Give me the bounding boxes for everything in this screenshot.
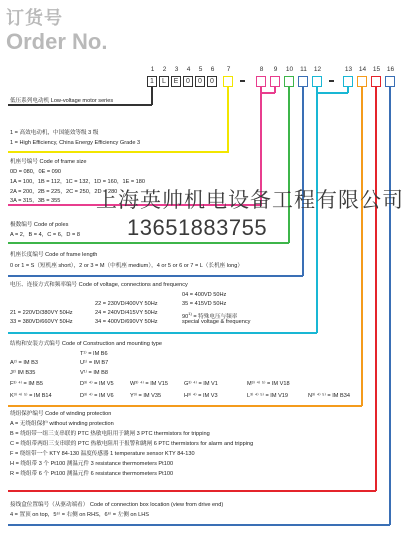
code-box-poles — [284, 76, 294, 87]
frame-line: 2A = 200，2B = 225，2C = 250，2D = 280 — [10, 189, 118, 195]
construction-code: W³⁾ ⁴⁾ = IM V15 — [130, 381, 168, 387]
code-box-efficiency — [223, 76, 233, 87]
code-box: 1 — [147, 76, 157, 87]
code-box-length — [298, 76, 308, 87]
construction-code: J²⁾ IM B35 — [10, 370, 36, 376]
connector-protection — [8, 490, 376, 492]
connector-voltage — [316, 92, 348, 94]
construction-code: D³⁾ ⁴⁾ = IM V5 — [80, 381, 114, 387]
construction-code: G³⁾ ⁴⁾ = IM V1 — [184, 381, 218, 387]
voltage-code: 34 = 400VD/690VY 50Hz — [95, 319, 158, 325]
voltage-code: 35 = 415VD 50Hz — [182, 301, 227, 307]
code-box-voltage — [312, 76, 322, 87]
poles-line: A = 2，B = 4，C = 6，D = 8 — [10, 232, 80, 238]
efficiency-line-en: 1 = High Efficiency, China Energy Efficiency Grade 3 — [10, 140, 141, 146]
watermark-phone: 13651883755 — [127, 215, 268, 240]
connector-efficiency — [8, 151, 229, 153]
frame-line: 1A = 100，1B = 112，1C = 132，1D = 160，1E = 180 — [10, 179, 146, 185]
voltage-code: 04 = 400VD 50Hz — [182, 292, 227, 298]
protection-line: C = 绕组带两组三支串联的 PTC 热敏电阻用于报警和跳闸 6 PTC thermistors for alarm and tripping — [10, 441, 254, 447]
position-number: 11 — [300, 66, 307, 73]
protection-line: H = 绕组带 3 个 Pt100 测温元件 3 resistance thermometers Pt100 — [10, 461, 174, 467]
poles-heading: 极数编号 Code of poles — [10, 222, 69, 228]
connector-length — [8, 275, 303, 277]
connection-line: 4 = 置顶 on top，5⁶⁾ = 右侧 on RHS，6⁶⁾ = 左侧 on LHS — [10, 512, 150, 518]
construction-code: D³⁾ ⁴⁾ = IM V6 — [80, 393, 114, 399]
protection-heading: 绕组保护编号 Code of winding protection — [10, 411, 112, 417]
voltage-heading: 电压、连接方式和频率编号 Code of voltage, connections and frequency — [10, 282, 188, 288]
connector-construction — [361, 87, 363, 406]
code-box: 0 — [195, 76, 205, 87]
construction-code: M³⁾ ⁴⁾ ⁵⁾ = IM V18 — [247, 381, 290, 387]
position-number: 1 — [150, 66, 155, 73]
position-number: 14 — [358, 66, 367, 73]
code-box: 0 — [207, 76, 217, 87]
voltage-special-footnote: 1) — [188, 311, 192, 316]
position-number: 15 — [372, 66, 381, 73]
position-number: 16 — [386, 66, 395, 73]
voltage-code: special voltage & frequency — [182, 319, 251, 325]
connector-series — [151, 87, 153, 105]
separator-dash — [329, 80, 334, 82]
connector-connection — [389, 87, 391, 525]
construction-code: Y³⁾ = IM V35 — [130, 393, 162, 399]
position-number: 5 — [198, 66, 203, 73]
watermark-company: 上海英帅机电设备工程有限公司 — [96, 189, 404, 212]
page-title-en: Order No. — [6, 29, 108, 54]
position-number: 4 — [186, 66, 191, 73]
frame-heading: 机座号编号 Code of frame size — [10, 159, 87, 165]
construction-code: L³⁾ ⁴⁾ ⁵⁾ = IM V19 — [247, 393, 289, 399]
connector-efficiency — [227, 87, 229, 152]
voltage-code: 22 = 230VD/400VY 50Hz — [95, 301, 158, 307]
separator-dash — [240, 80, 245, 82]
construction-heading: 结构和安装方式编号 Code of Construction and mounting type — [10, 341, 163, 347]
position-number: 2 — [162, 66, 167, 73]
voltage-code: 33 = 380VD/660VY 50Hz — [10, 319, 73, 325]
code-box-connection — [385, 76, 395, 87]
voltage-special-text: = 特殊电压与频率 — [191, 313, 238, 320]
frame-line: 0D = 080，0E = 090 — [10, 169, 62, 175]
code-box-frame — [270, 76, 280, 87]
position-number: 6 — [210, 66, 215, 73]
length-heading: 机座长度编号 Code of frame length — [10, 252, 98, 258]
position-number: 7 — [226, 66, 231, 73]
efficiency-line-cn: 1 = 高效电动机，中国能效等级 3 级 — [10, 130, 99, 136]
position-number: 12 — [313, 66, 322, 73]
construction-code: K³⁾ ⁴⁾ ⁵⁾ = IM B14 — [10, 393, 52, 399]
connector-length — [302, 87, 304, 276]
connector-voltage — [8, 332, 317, 334]
page-title-cn: 订货号 — [6, 8, 63, 28]
protection-line: B = 绕组带一组三支串联的 PTC 热敏电阻用于跳闸 3 PTC thermistors for tripping — [10, 431, 210, 437]
voltage-code: 21 = 220VD/380VY 50Hz — [10, 310, 73, 316]
code-box-protection — [371, 76, 381, 87]
voltage-code: 24 = 240VD/415VY 50Hz — [95, 310, 158, 316]
protection-line: A = 无绕组保护 without winding protection — [10, 421, 114, 427]
position-number: 13 — [344, 66, 353, 73]
construction-code: F³⁾ ⁴⁾ = IM B5 — [10, 381, 43, 387]
connector-poles — [8, 242, 289, 244]
frame-line: 3A = 315，3B = 355 — [10, 198, 61, 204]
construction-code: A²⁾ = IM B3 — [10, 360, 38, 366]
construction-code: H³⁾ ⁴⁾ = IM V3 — [184, 393, 218, 399]
length-line: 0 or 1 = S（短机座 short），2 or 3 = M（中机座 medium），4 or 5 or 6 or 7 = L（长机座 long） — [10, 263, 243, 269]
code-box-voltage — [343, 76, 353, 87]
code-box-frame — [256, 76, 266, 87]
protection-line: F = 绕组带一个 KTY 84-130 温度传感器 1 temperature sensor KTY 84-130 — [10, 451, 195, 457]
code-box-construction — [357, 76, 367, 87]
voltage-special-code: 90 — [182, 313, 189, 320]
position-number: 8 — [259, 66, 264, 73]
code-box: 0 — [183, 76, 193, 87]
connection-heading: 接线盒位置编号（从驱动端看） Code of connection box location (view from drive end) — [10, 502, 224, 508]
connector-frame — [260, 92, 275, 94]
construction-code: N³⁾ ⁴⁾ ⁵⁾ = IM B34 — [308, 393, 350, 399]
construction-code: V¹⁾ = IM B8 — [80, 370, 108, 376]
connector-connection — [8, 524, 390, 526]
series-label: 低压系列电动机 Low-voltage motor series — [10, 98, 114, 104]
position-number: 3 — [174, 66, 179, 73]
connector-protection — [375, 87, 377, 491]
code-box: E — [171, 76, 181, 87]
protection-line: R = 绕组带 6 个 Pt100 测温元件 6 resistance thermometers Pt100 — [10, 471, 174, 477]
code-box: L — [159, 76, 169, 87]
construction-code: T¹⁾ = IM B6 — [80, 351, 108, 357]
position-number: 10 — [285, 66, 294, 73]
construction-code: U¹⁾ = IM B7 — [80, 360, 109, 366]
connector-poles — [288, 87, 290, 243]
connector-construction — [8, 405, 362, 407]
position-number: 9 — [273, 66, 278, 73]
